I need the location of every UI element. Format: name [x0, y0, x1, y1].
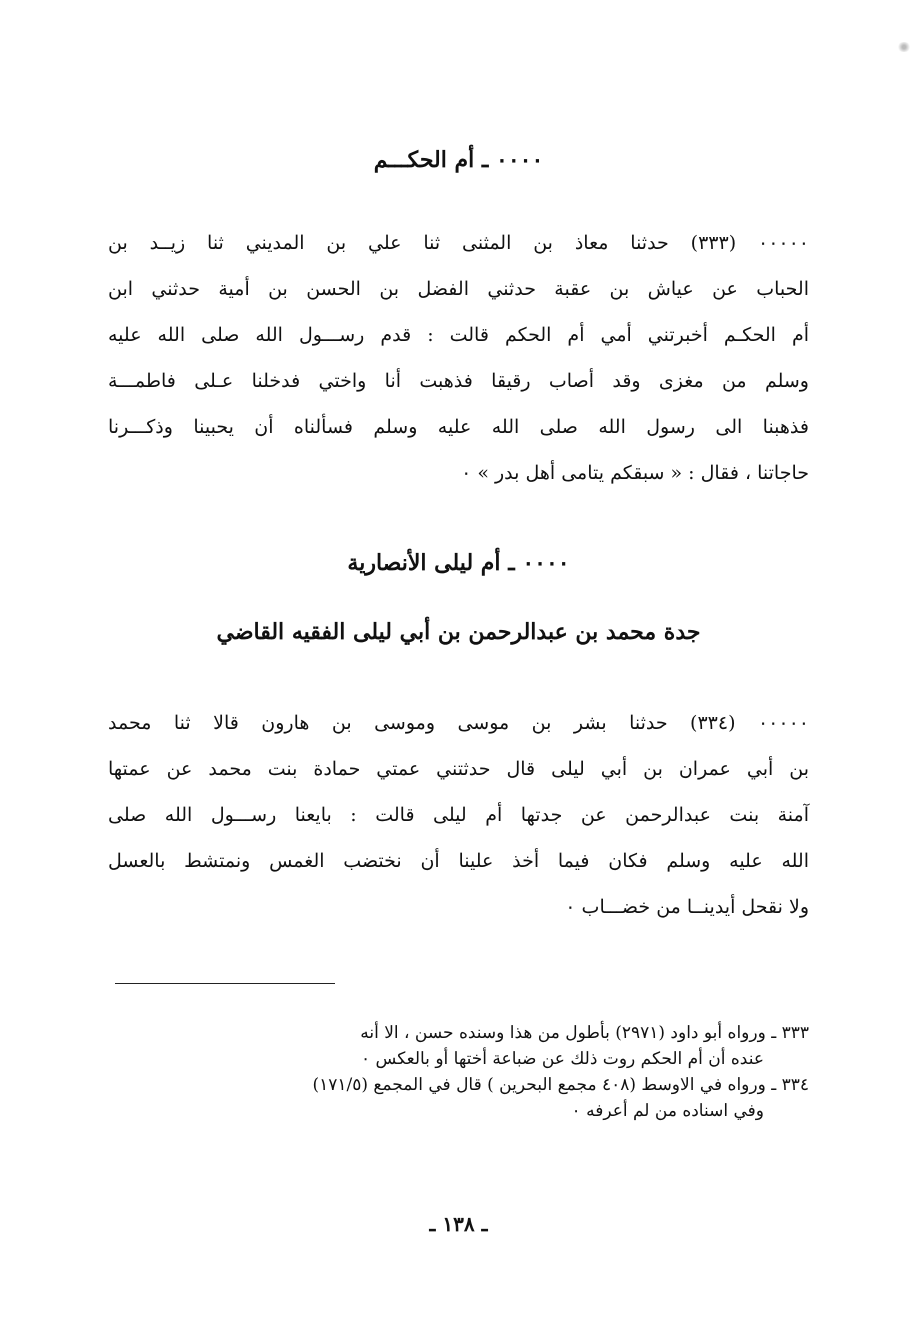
paragraph-line: بن أبي عمران بن أبي ليلى قال حدثتني عمتي حمادة بنت محمد عن عمتها	[108, 758, 809, 780]
scan-speck	[897, 42, 911, 52]
section-title-umm-al-hakam: ٠٠٠٠ ـ أم الحكـــم	[373, 147, 544, 173]
footnote-line: عنده أن أم الحكم روت ذلك عن ضباعة أختها أو بالعكس ٠	[361, 1049, 764, 1069]
hadith-333-paragraph	[108, 220, 809, 496]
page-number: ـ ١٣٨ ـ	[429, 1212, 488, 1236]
paragraph-line: ولا نقحل أيدينــا من خضـــاب ٠	[565, 896, 809, 918]
hadith-334-paragraph	[108, 700, 809, 930]
paragraph-line: فذهبنا الى رسول الله صلى الله عليه وسلم فسألناه أن يحبينا وذكـــرنا	[108, 416, 809, 438]
section-subtitle: جدة محمد بن عبدالرحمن بن أبي ليلى الفقيه القاضي	[216, 619, 701, 645]
paragraph-line: وسلم من مغزى وقد أصاب رقيقا فذهبت أنا واختي فدخلنا عـلى فاطمـــة	[108, 370, 809, 392]
footnote-line: ٣٣٤ ـ ورواه في الاوسط (٤٠٨ مجمع البحرين ) قال في المجمع (١٧١/٥)	[312, 1075, 809, 1095]
section-title-umm-layla: ٠٠٠٠ ـ أم ليلى الأنصارية	[347, 550, 570, 576]
paragraph-line: أم الحكـم أخبرتني أمي أم الحكم قالت : قدم رســـول الله صلى الله عليه	[108, 324, 809, 346]
paragraph-line: آمنة بنت عبدالرحمن عن جدتها أم ليلى قالت : بايعنا رســـول الله صلى	[108, 804, 809, 826]
footnote-line: وفي اسناده من لم أعرفه ٠	[571, 1101, 764, 1121]
footnotes	[108, 1020, 809, 1124]
paragraph-line: حاجاتنا ، فقال : « سبقكم يتامى أهل بدر » ٠	[461, 462, 809, 484]
footnote-line: ٣٣٣ ـ ورواه أبو داود (٢٩٧١) بأطول من هذا وسنده حسن ، الا أنه	[360, 1023, 809, 1043]
paragraph-line: ٠٠٠٠٠ (٣٣٤) حدثنا بشر بن موسى وموسى بن هارون قالا ثنا محمد	[108, 712, 809, 734]
footnote-separator	[115, 983, 335, 984]
paragraph-line: ٠٠٠٠٠ (٣٣٣) حدثنا معاذ بن المثنى ثنا علي بن المديني ثنا زيــد بن	[108, 232, 810, 254]
paragraph-line: الله عليه وسلم فكان فيما أخذ علينا أن نختضب الغمس ونمتشط بالعسل	[108, 850, 809, 872]
paragraph-line: الحباب عن عياش بن عقبة حدثني الفضل بن الحسن بن أمية حدثني ابن	[108, 278, 809, 300]
